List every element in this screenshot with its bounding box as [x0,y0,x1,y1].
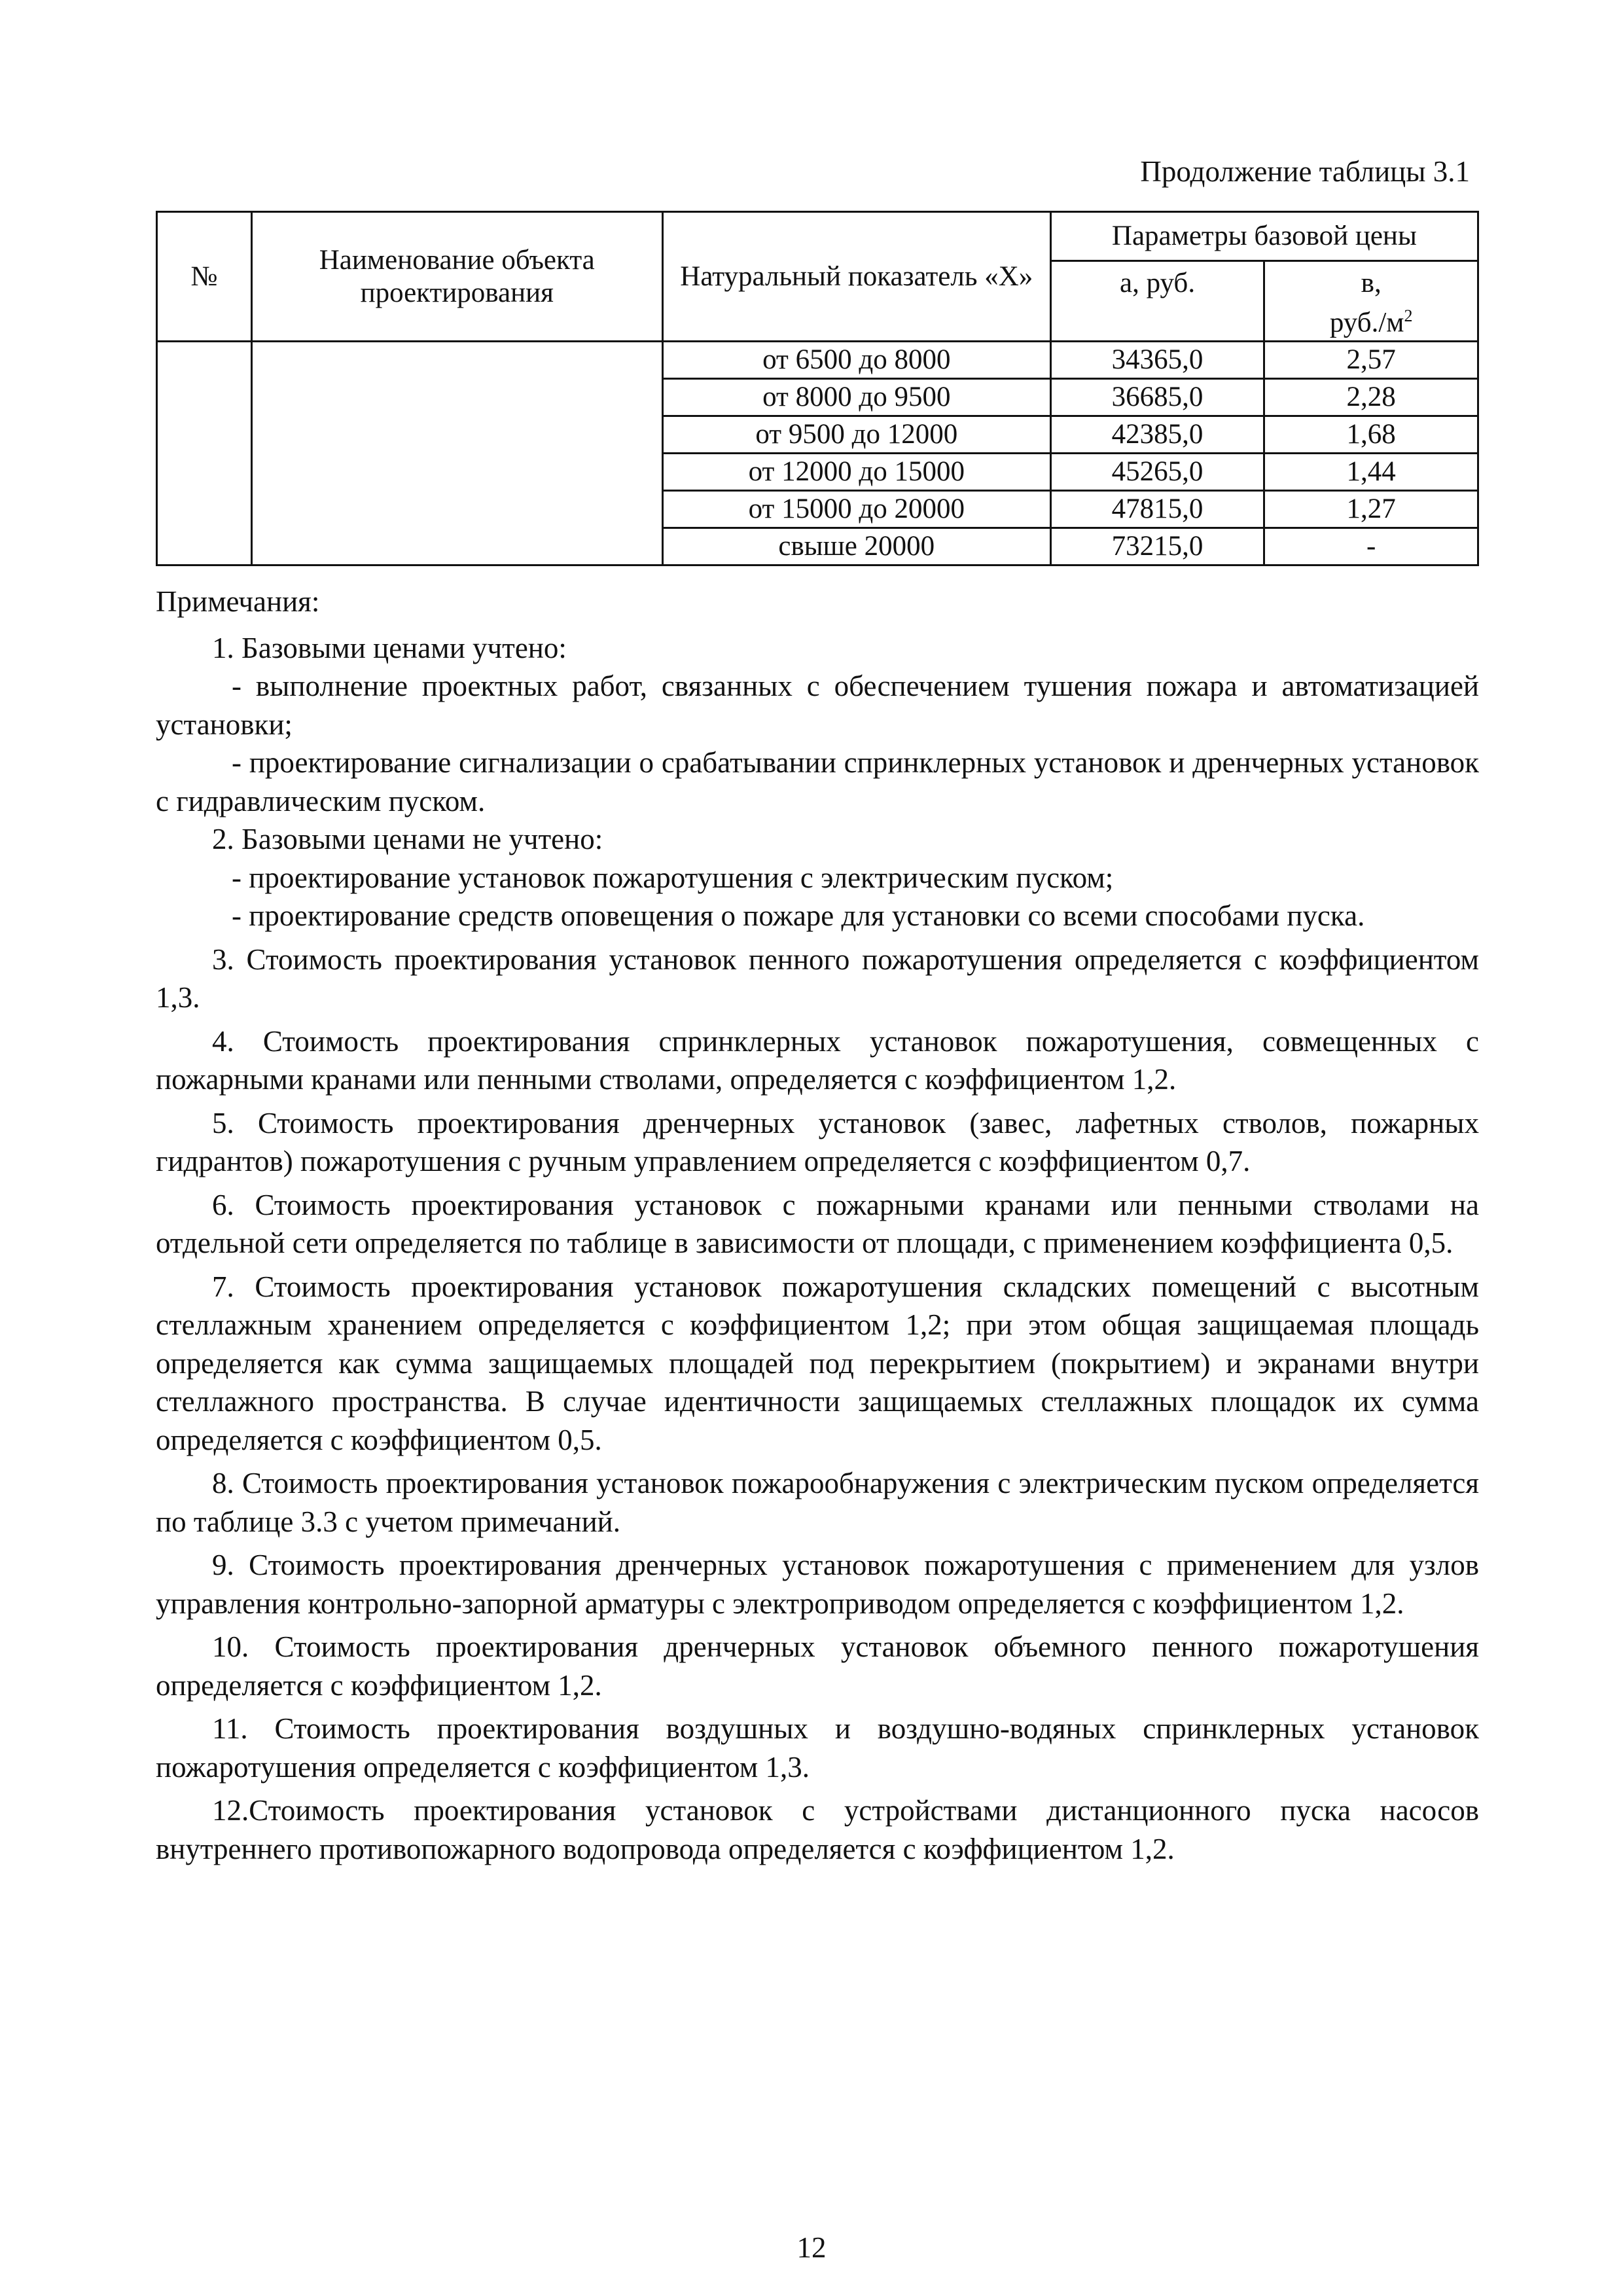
cell-a: 36685,0 [1050,379,1264,416]
header-b-sup: 2 [1404,306,1413,325]
cell-a: 42385,0 [1050,416,1264,454]
cell-b: 1,27 [1264,491,1478,528]
note-8: 8. Стоимость проектирования установок пожарообнаружения с электрическим пуском определяется по таблице 3.3 с учетом примечаний. [156,1467,1479,1538]
table-row [157,342,1478,379]
table-continuation-label: Продолжение таблицы 3.1 [1140,155,1470,188]
base-price-table [156,211,1479,566]
note-7: 7. Стоимость проектирования установок пожаротушения складских помещений с высотным стеллажным хранением определяется с коэффициентом 1,2; при этом общая защищаемая площадь определяется как сумма защищаемых площадей под перекрытием (покрытием) и экранами внутри стеллажного пространства. В случае идентичности защищаемых стеллажных площадок их сумма определяется с коэффициентом 0,5. [156,1270,1479,1456]
header-num: № [157,212,252,342]
notes-section [156,583,1479,1868]
header-a: а, руб. [1050,261,1264,342]
note-1: 1. Базовыми ценами учтено: [212,631,567,664]
note-3: 3. Стоимость проектирования установок пенного пожаротушения определяется с коэффициентом 1,3. [156,942,1479,1014]
cell-a: 34365,0 [1050,342,1264,379]
cell-b: 1,44 [1264,454,1478,491]
header-natural-indicator: Натуральный показатель «Х» [662,212,1050,342]
cell-a: 47815,0 [1050,491,1264,528]
cell-x: от 8000 до 9500 [662,379,1050,416]
notes-title: Примечания: [156,585,320,618]
note-1-item-b: - проектирование сигнализации о срабатывании спринклерных установок и дренчерных установок с гидравлическим пуском. [156,746,1479,817]
cell-b: 2,57 [1264,342,1478,379]
cell-b: 1,68 [1264,416,1478,454]
note-2-item-b: - проектирование средств оповещения о пожаре для установки со всеми способами пуска. [232,899,1365,932]
header-b-prefix: в, [1361,268,1382,298]
note-6: 6. Стоимость проектирования установок с пожарными кранами или пенными стволами на отдельной сети определяется по таблице в зависимости от площади, с применением коэффициента 0,5. [156,1188,1479,1259]
note-12: 12.Стоимость проектирования установок с устройствами дистанционного пуска насосов внутреннего противопожарного водопровода определяется с коэффициентом 1,2. [156,1794,1479,1865]
header-object-name: Наименование объекта проектирования [251,212,662,342]
header-b [1264,261,1478,342]
cell-x: от 12000 до 15000 [662,454,1050,491]
cell-x: свыше 20000 [662,528,1050,565]
cell-a: 73215,0 [1050,528,1264,565]
cell-b: - [1264,528,1478,565]
note-1-item-a: - выполнение проектных работ, связанных с обеспечением тушения пожара и автоматизацией установки; [156,670,1479,741]
note-4: 4. Стоимость проектирования спринклерных установок пожаротушения, совмещенных с пожарными кранами или пенными стволами, определяется с коэффициентом 1,2. [156,1024,1479,1096]
note-11: 11. Стоимость проектирования воздушных и воздушно-водяных спринклерных установок пожаротушения определяется с коэффициентом 1,3. [156,1712,1479,1784]
note-2-item-a: - проектирование установок пожаротушения с электрическим пуском; [232,861,1114,894]
cell-x: от 9500 до 12000 [662,416,1050,454]
cell-x: от 6500 до 8000 [662,342,1050,379]
note-5: 5. Стоимость проектирования дренчерных установок (завес, лафетных стволов, пожарных гидрантов) пожаротушения с ручным управлением определяется с коэффициентом 0,7. [156,1106,1479,1177]
cell-x: от 15000 до 20000 [662,491,1050,528]
note-2: 2. Базовыми ценами не учтено: [212,823,603,855]
cell-num-empty [157,342,252,565]
cell-name-empty [251,342,662,565]
cell-a: 45265,0 [1050,454,1264,491]
page-number: 12 [796,2231,827,2264]
header-base-price-params: Параметры базовой цены [1050,212,1478,261]
note-9: 9. Стоимость проектирования дренчерных установок пожаротушения с применением для узлов управления контрольно-запорной арматуры с электроприводом определяется с коэффициентом 1,2. [156,1549,1479,1620]
note-10: 10. Стоимость проектирования дренчерных установок объемного пенного пожаротушения определяется с коэффициентом 1,2. [156,1630,1479,1702]
header-b-unit: руб./м [1329,307,1404,338]
cell-b: 2,28 [1264,379,1478,416]
